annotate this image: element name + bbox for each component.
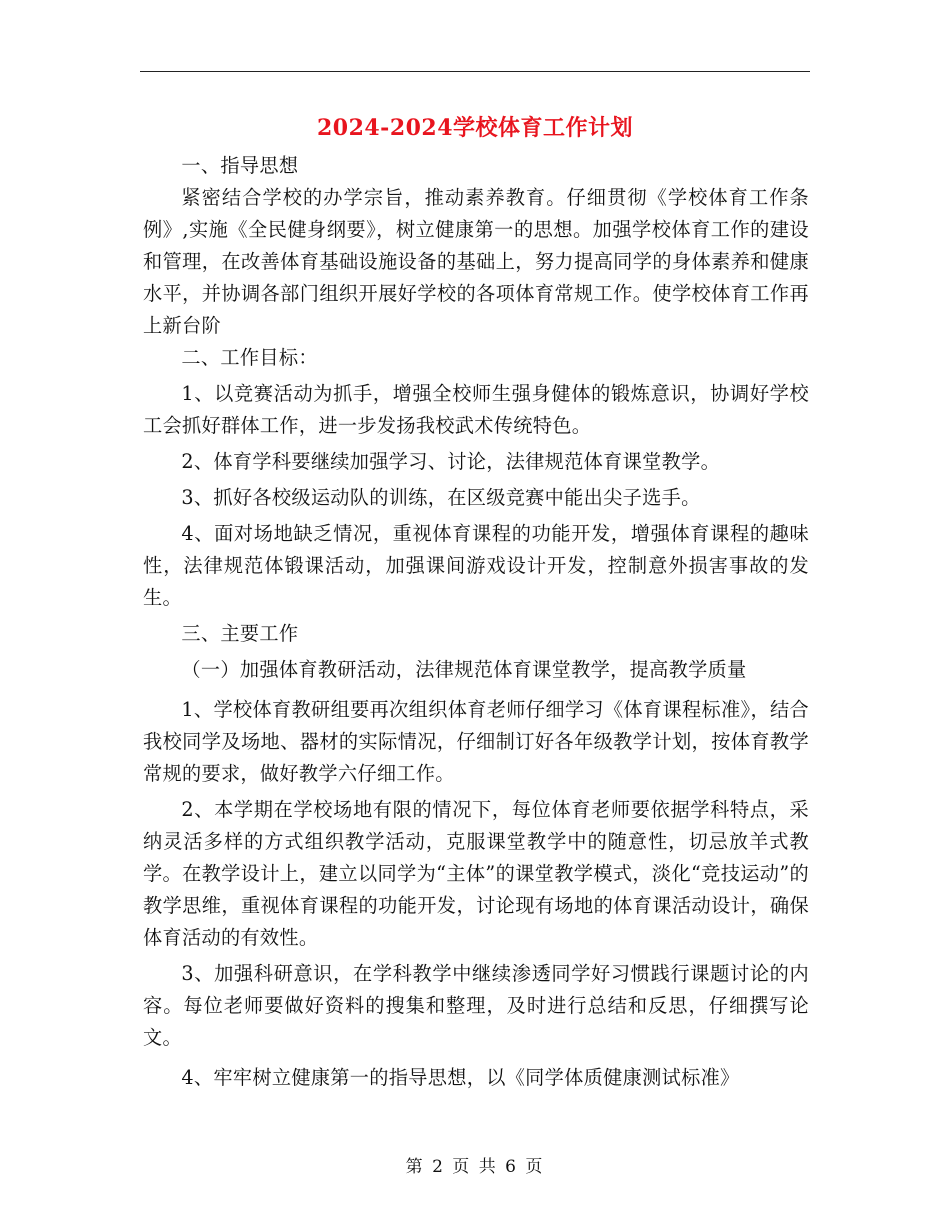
goal-item-2: 2、体育学科要继续加强学习、讨论，法律规范体育课堂教学。 [181, 450, 721, 473]
subsection-heading-teaching: （一）加强体育教研活动，法律规范体育课堂教学，提高教学质量 [181, 658, 747, 681]
document-body [143, 150, 809, 1094]
document-title: 2024-2024学校体育工作计划 [316, 115, 634, 141]
paragraph-guiding-thought: 紧密结合学校的办学宗旨，推动素养教育。仔细贯彻《学校体育工作条例》,实施《全民健身纲要》，树立健康第一的思想。加强学校体育工作的建设和管理，在改善体育基础设施设备的基础上，努力提高同学的身体素养和健康水平，并协调各部门组织开展好学校的各项体育常规工作。使学校体育工作再上新台阶 [143, 186, 809, 337]
goal-item-1: 1、以竞赛活动为抓手，增强全校师生强身健体的锻炼意识，协调好学校工会抓好群体工作，进一步发扬我校武术传统特色。 [143, 382, 809, 437]
goal-item-3: 3、抓好各校级运动队的训练，在区级竞赛中能出尖子选手。 [181, 486, 701, 509]
header-rule [140, 71, 810, 72]
work-item-2: 2、本学期在学校场地有限的情况下，每位体育老师要依据学科特点，采纳灵活多样的方式组织教学活动，克服课堂教学中的随意性，切忌放羊式教学。在教学设计上，建立以同学为“主体”的课堂教学模式，淡化“竞技运动”的教学思维，重视体育课程的功能开发，讨论现有场地的体育课活动设计，确保体育活动的有效性。 [143, 798, 809, 949]
section-heading-main-work: 三、主要工作 [181, 622, 299, 645]
work-item-3: 3、加强科研意识，在学科教学中继续渗透同学好习惯践行课题讨论的内容。每位老师要做好资料的搜集和整理，及时进行总结和反思，仔细撰写论文。 [143, 962, 809, 1049]
section-heading-work-goals: 二、工作目标： [181, 346, 318, 369]
page-number-footer: 第 2 页 共 6 页 [405, 1157, 545, 1177]
goal-item-4: 4、面对场地缺乏情况，重视体育课程的功能开发，增强体育课程的趣味性，法律规范体锻课活动，加强课间游戏设计开发，控制意外损害事故的发生。 [143, 522, 809, 609]
work-item-4: 4、牢牢树立健康第一的指导思想，以《同学体质健康测试标准》 [181, 1066, 740, 1089]
section-heading-guiding-thought: 一、指导思想 [181, 154, 299, 177]
work-item-1: 1、学校体育教研组要再次组织体育老师仔细学习《体育课程标准》，结合我校同学及场地、器材的实际情况，仔细制订好各年级教学计划，按体育教学常规的要求，做好教学六仔细工作。 [143, 698, 809, 785]
